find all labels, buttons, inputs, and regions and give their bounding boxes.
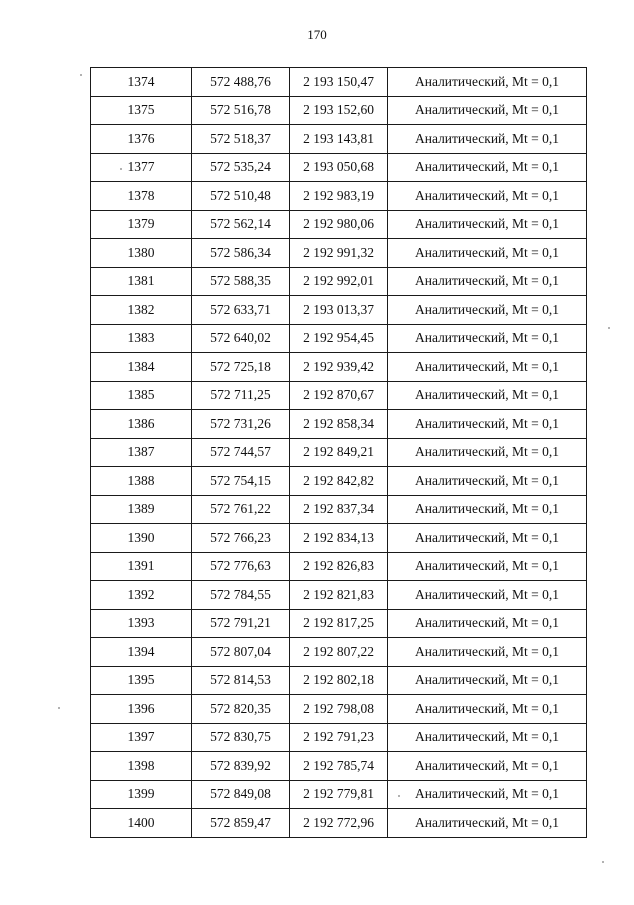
- method-cell: Аналитический, Mt = 0,1: [388, 695, 587, 724]
- method-cell: Аналитический, Mt = 0,1: [388, 752, 587, 781]
- x-coordinate-cell: 572 535,24: [192, 153, 290, 182]
- x-coordinate-cell: 572 830,75: [192, 723, 290, 752]
- point-number-cell: 1394: [91, 638, 192, 667]
- table-row: [91, 495, 587, 524]
- point-number-cell: 1393: [91, 609, 192, 638]
- x-coordinate-cell: 572 839,92: [192, 752, 290, 781]
- scan-speck: [58, 707, 60, 709]
- table-row: [91, 381, 587, 410]
- scan-speck: [602, 861, 604, 863]
- y-coordinate-cell: 2 192 870,67: [290, 381, 388, 410]
- x-coordinate-cell: 572 510,48: [192, 182, 290, 211]
- table-row: [91, 809, 587, 838]
- x-coordinate-cell: 572 562,14: [192, 210, 290, 239]
- method-cell: Аналитический, Mt = 0,1: [388, 809, 587, 838]
- point-number-cell: 1398: [91, 752, 192, 781]
- method-cell: Аналитический, Mt = 0,1: [388, 723, 587, 752]
- table-row: [91, 153, 587, 182]
- method-cell: Аналитический, Mt = 0,1: [388, 210, 587, 239]
- point-number-cell: 1374: [91, 68, 192, 97]
- x-coordinate-cell: 572 725,18: [192, 353, 290, 382]
- y-coordinate-cell: 2 192 992,01: [290, 267, 388, 296]
- x-coordinate-cell: 572 761,22: [192, 495, 290, 524]
- method-cell: Аналитический, Mt = 0,1: [388, 125, 587, 154]
- table-row: [91, 552, 587, 581]
- point-number-cell: 1377: [91, 153, 192, 182]
- method-cell: Аналитический, Mt = 0,1: [388, 296, 587, 325]
- y-coordinate-cell: 2 192 772,96: [290, 809, 388, 838]
- table-row: [91, 438, 587, 467]
- table-row: [91, 68, 587, 97]
- point-number-cell: 1388: [91, 467, 192, 496]
- point-number-cell: 1385: [91, 381, 192, 410]
- x-coordinate-cell: 572 588,35: [192, 267, 290, 296]
- coordinates-table: [90, 67, 587, 838]
- y-coordinate-cell: 2 192 954,45: [290, 324, 388, 353]
- x-coordinate-cell: 572 711,25: [192, 381, 290, 410]
- method-cell: Аналитический, Mt = 0,1: [388, 239, 587, 268]
- x-coordinate-cell: 572 849,08: [192, 780, 290, 809]
- x-coordinate-cell: 572 807,04: [192, 638, 290, 667]
- table-row: [91, 125, 587, 154]
- table-row: [91, 695, 587, 724]
- method-cell: Аналитический, Mt = 0,1: [388, 153, 587, 182]
- table-row: [91, 666, 587, 695]
- table-row: [91, 609, 587, 638]
- method-cell: Аналитический, Mt = 0,1: [388, 609, 587, 638]
- x-coordinate-cell: 572 859,47: [192, 809, 290, 838]
- method-cell: Аналитический, Mt = 0,1: [388, 381, 587, 410]
- y-coordinate-cell: 2 192 807,22: [290, 638, 388, 667]
- point-number-cell: 1384: [91, 353, 192, 382]
- method-cell: Аналитический, Mt = 0,1: [388, 638, 587, 667]
- point-number-cell: 1389: [91, 495, 192, 524]
- point-number-cell: 1379: [91, 210, 192, 239]
- point-number-cell: 1392: [91, 581, 192, 610]
- point-number-cell: 1375: [91, 96, 192, 125]
- point-number-cell: 1387: [91, 438, 192, 467]
- point-number-cell: 1395: [91, 666, 192, 695]
- y-coordinate-cell: 2 192 837,34: [290, 495, 388, 524]
- x-coordinate-cell: 572 640,02: [192, 324, 290, 353]
- y-coordinate-cell: 2 192 980,06: [290, 210, 388, 239]
- x-coordinate-cell: 572 633,71: [192, 296, 290, 325]
- x-coordinate-cell: 572 518,37: [192, 125, 290, 154]
- point-number-cell: 1382: [91, 296, 192, 325]
- table-row: [91, 410, 587, 439]
- y-coordinate-cell: 2 192 826,83: [290, 552, 388, 581]
- table-row: [91, 780, 587, 809]
- y-coordinate-cell: 2 192 834,13: [290, 524, 388, 553]
- coordinates-table-body: [91, 68, 587, 838]
- x-coordinate-cell: 572 754,15: [192, 467, 290, 496]
- scan-speck: [80, 74, 82, 76]
- x-coordinate-cell: 572 516,78: [192, 96, 290, 125]
- table-row: [91, 723, 587, 752]
- point-number-cell: 1378: [91, 182, 192, 211]
- table-row: [91, 324, 587, 353]
- table-row: [91, 267, 587, 296]
- method-cell: Аналитический, Mt = 0,1: [388, 495, 587, 524]
- method-cell: Аналитический, Mt = 0,1: [388, 410, 587, 439]
- x-coordinate-cell: 572 731,26: [192, 410, 290, 439]
- point-number-cell: 1376: [91, 125, 192, 154]
- y-coordinate-cell: 2 192 939,42: [290, 353, 388, 382]
- method-cell: Аналитический, Mt = 0,1: [388, 581, 587, 610]
- method-cell: Аналитический, Mt = 0,1: [388, 552, 587, 581]
- method-cell: Аналитический, Mt = 0,1: [388, 324, 587, 353]
- x-coordinate-cell: 572 820,35: [192, 695, 290, 724]
- point-number-cell: 1381: [91, 267, 192, 296]
- y-coordinate-cell: 2 192 991,32: [290, 239, 388, 268]
- y-coordinate-cell: 2 192 842,82: [290, 467, 388, 496]
- table-row: [91, 752, 587, 781]
- x-coordinate-cell: 572 766,23: [192, 524, 290, 553]
- point-number-cell: 1397: [91, 723, 192, 752]
- method-cell: Аналитический, Mt = 0,1: [388, 96, 587, 125]
- scan-speck: [608, 327, 610, 329]
- y-coordinate-cell: 2 192 849,21: [290, 438, 388, 467]
- method-cell: Аналитический, Mt = 0,1: [388, 68, 587, 97]
- y-coordinate-cell: 2 192 798,08: [290, 695, 388, 724]
- point-number-cell: 1390: [91, 524, 192, 553]
- x-coordinate-cell: 572 791,21: [192, 609, 290, 638]
- y-coordinate-cell: 2 193 050,68: [290, 153, 388, 182]
- y-coordinate-cell: 2 192 791,23: [290, 723, 388, 752]
- method-cell: Аналитический, Mt = 0,1: [388, 438, 587, 467]
- point-number-cell: 1386: [91, 410, 192, 439]
- y-coordinate-cell: 2 193 152,60: [290, 96, 388, 125]
- y-coordinate-cell: 2 192 821,83: [290, 581, 388, 610]
- y-coordinate-cell: 2 192 785,74: [290, 752, 388, 781]
- page-number: 170: [307, 27, 327, 42]
- method-cell: Аналитический, Mt = 0,1: [388, 467, 587, 496]
- method-cell: Аналитический, Mt = 0,1: [388, 524, 587, 553]
- y-coordinate-cell: 2 192 802,18: [290, 666, 388, 695]
- x-coordinate-cell: 572 776,63: [192, 552, 290, 581]
- table-row: [91, 182, 587, 211]
- method-cell: Аналитический, Mt = 0,1: [388, 267, 587, 296]
- method-cell: Аналитический, Mt = 0,1: [388, 666, 587, 695]
- table-row: [91, 581, 587, 610]
- y-coordinate-cell: 2 193 013,37: [290, 296, 388, 325]
- x-coordinate-cell: 572 744,57: [192, 438, 290, 467]
- y-coordinate-cell: 2 192 817,25: [290, 609, 388, 638]
- method-cell: Аналитический, Mt = 0,1: [388, 182, 587, 211]
- table-row: [91, 467, 587, 496]
- table-row: [91, 296, 587, 325]
- x-coordinate-cell: 572 586,34: [192, 239, 290, 268]
- y-coordinate-cell: 2 193 143,81: [290, 125, 388, 154]
- x-coordinate-cell: 572 488,76: [192, 68, 290, 97]
- point-number-cell: 1400: [91, 809, 192, 838]
- scan-speck: [398, 795, 400, 797]
- y-coordinate-cell: 2 192 858,34: [290, 410, 388, 439]
- method-cell: Аналитический, Mt = 0,1: [388, 780, 587, 809]
- y-coordinate-cell: 2 192 779,81: [290, 780, 388, 809]
- point-number-cell: 1383: [91, 324, 192, 353]
- point-number-cell: 1380: [91, 239, 192, 268]
- y-coordinate-cell: 2 193 150,47: [290, 68, 388, 97]
- table-row: [91, 96, 587, 125]
- table-row: [91, 638, 587, 667]
- scan-speck: [120, 168, 122, 170]
- table-row: [91, 524, 587, 553]
- method-cell: Аналитический, Mt = 0,1: [388, 353, 587, 382]
- y-coordinate-cell: 2 192 983,19: [290, 182, 388, 211]
- table-row: [91, 353, 587, 382]
- x-coordinate-cell: 572 784,55: [192, 581, 290, 610]
- table-row: [91, 210, 587, 239]
- point-number-cell: 1391: [91, 552, 192, 581]
- point-number-cell: 1399: [91, 780, 192, 809]
- table-row: [91, 239, 587, 268]
- point-number-cell: 1396: [91, 695, 192, 724]
- x-coordinate-cell: 572 814,53: [192, 666, 290, 695]
